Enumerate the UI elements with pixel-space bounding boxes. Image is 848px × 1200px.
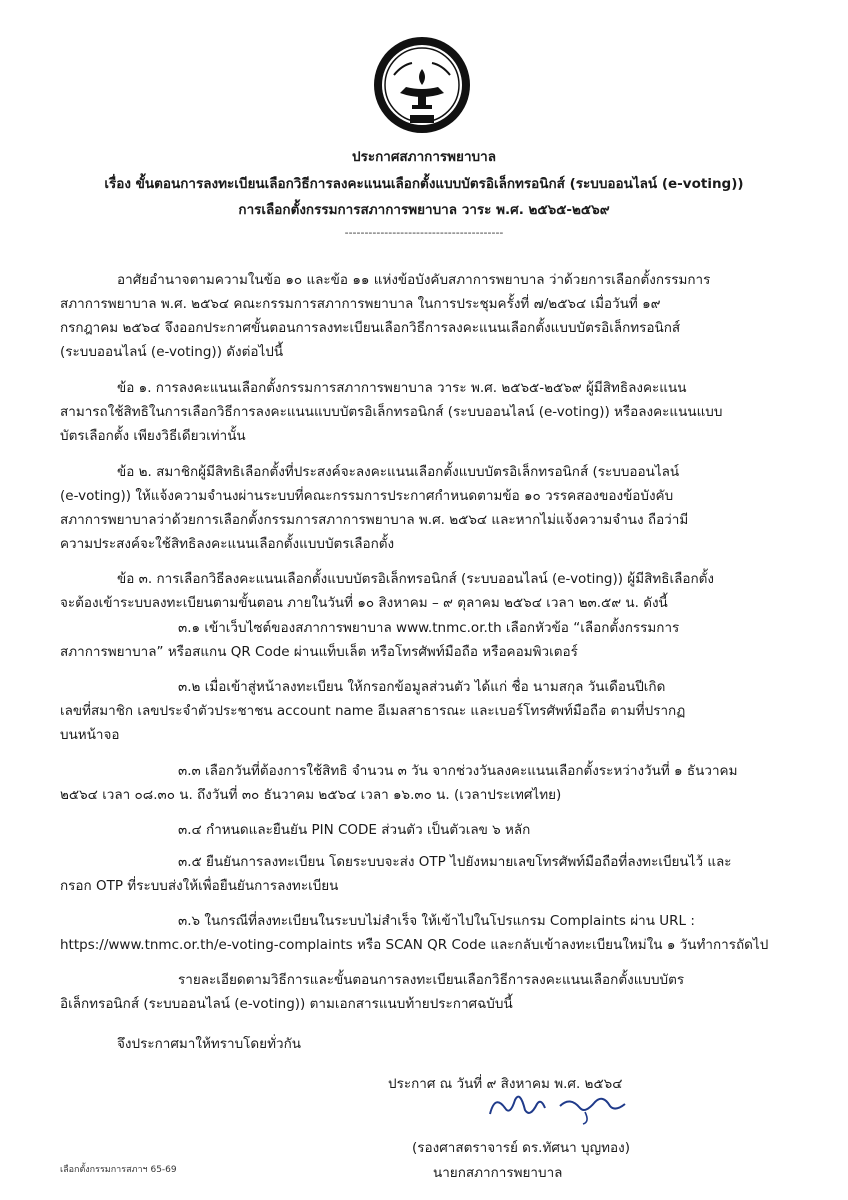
header-divider: ---------------------------------------- <box>344 226 504 239</box>
step31-line-2: สภาการพยาบาล” หรือสแกน QR Code ผ่านแท็บเล็ต หรือโทรศัพท์มือถือ หรือคอมพิวเตอร์ <box>60 644 578 660</box>
step35-line-2: กรอก OTP ที่ระบบส่งให้เพื่อยืนยันการลงทะเบียน <box>60 878 339 894</box>
step36-line-2: https://www.tnmc.or.th/e-voting-complaints หรือ SCAN QR Code และกลับเข้าลงทะเบียนใหม่ใน ๑ วันทำการถัดไป <box>60 937 769 953</box>
clause2-line-3: สภาการพยาบาลว่าด้วยการเลือกตั้งกรรมการสภาการพยาบาล พ.ศ. ๒๕๖๔ และหากไม่แจ้งความจำนง ถือว่ามี <box>60 512 689 528</box>
step32-line-2: เลขที่สมาชิก เลขประจำตัวประชาชน account name อีเมลสาธารณะ และเบอร์โทรศัพท์มือถือ ตามที่ปรากฏ <box>60 703 686 719</box>
signer-position: นายกสภาการพยาบาล <box>433 1165 563 1181</box>
details-line-1: รายละเอียดตามวิธีการและขั้นตอนการลงทะเบียนเลือกวิธีการลงคะแนนเลือกตั้งแบบบัตร <box>178 972 685 988</box>
clause1-line-2: สามารถใช้สิทธิในการเลือกวิธีการลงคะแนนแบบบัตรอิเล็กทรอนิกส์ (ระบบออนไลน์ (e-voting)) หรือลงคะแนนแบบ <box>60 404 723 420</box>
step35-line-1: ๓.๕ ยืนยันการลงทะเบียน โดยระบบจะส่ง OTP ไปยังหมายเลขโทรศัพท์มือถือที่ลงทะเบียนไว้ และ <box>178 854 732 870</box>
clause1-line-3: บัตรเลือกตั้ง เพียงวิธีเดียวเท่านั้น <box>60 428 246 444</box>
step34-line-1: ๓.๔ กำหนดและยืนยัน PIN CODE ส่วนตัว เป็นตัวเลข ๖ หลัก <box>178 822 531 838</box>
intro-line-1: อาศัยอำนาจตามความในข้อ ๑๐ และข้อ ๑๑ แห่งข้อบังคับสภาการพยาบาล ว่าด้วยการเลือกตั้งกรรมการ <box>117 272 711 288</box>
clause2-line-2: (e-voting)) ให้แจ้งความจำนงผ่านระบบที่คณะกรรมการประกาศกำหนดตามข้อ ๑๐ วรรคสองของข้อบังคับ <box>60 488 674 504</box>
signature-date: ประกาศ ณ วันที่ ๙ สิงหาคม พ.ศ. ๒๕๖๔ <box>388 1076 623 1092</box>
step33-line-1: ๓.๓ เลือกวันที่ต้องการใช้สิทธิ จำนวน ๓ วัน จากช่วงวันลงคะแนนเลือกตั้งระหว่างวันที่ ๑ ธันวาคม <box>178 763 738 779</box>
clause2-line-1: ข้อ ๒. สมาชิกผู้มีสิทธิเลือกตั้งที่ประสงค์จะลงคะแนนเลือกตั้งแบบบัตรอิเล็กทรอนิกส์ (ระบบออนไลน์ <box>117 464 680 480</box>
step32-line-3: บนหน้าจอ <box>60 727 120 743</box>
clause3-line-2: จะต้องเข้าระบบลงทะเบียนตามขั้นตอน ภายในวันที่ ๑๐ สิงหาคม – ๙ ตุลาคม ๒๕๖๔ เวลา ๒๓.๕๙ น. ดังนี้ <box>60 595 668 611</box>
announcement-subject-line2: การเลือกตั้งกรรมการสภาการพยาบาล วาระ พ.ศ. ๒๕๖๕-๒๕๖๙ <box>238 202 610 218</box>
signer-name: (รองศาสตราจารย์ ดร.ทัศนา บุญทอง) <box>412 1140 630 1156</box>
nursing-council-logo-icon <box>372 35 472 135</box>
announcement-subject: เรื่อง ขั้นตอนการลงทะเบียนเลือกวิธีการลงคะแนนเลือกตั้งแบบบัตรอิเล็กทรอนิกส์ (ระบบออนไลน์ (e-voting)) <box>104 176 744 192</box>
step32-line-1: ๓.๒ เมื่อเข้าสู่หน้าลงทะเบียน ให้กรอกข้อมูลส่วนตัว ได้แก่ ชื่อ นามสกุล วันเดือนปีเกิด <box>178 679 666 695</box>
document-reference: เลือกตั้งกรรมการสภาฯ 65-69 <box>60 1165 177 1175</box>
intro-line-2: สภาการพยาบาล พ.ศ. ๒๕๖๔ คณะกรรมการสภาการพยาบาล ในการประชุมครั้งที่ ๗/๒๕๖๔ เมื่อวันที่ ๑๙ <box>60 296 661 312</box>
closing-line: จึงประกาศมาให้ทราบโดยทั่วกัน <box>117 1036 301 1052</box>
step33-line-2: ๒๕๖๔ เวลา ๐๘.๓๐ น. ถึงวันที่ ๓๐ ธันวาคม ๒๕๖๔ เวลา ๑๖.๓๐ น. (เวลาประเทศไทย) <box>60 787 562 803</box>
handwritten-signature-icon <box>485 1086 635 1126</box>
announcement-title: ประกาศสภาการพยาบาล <box>352 149 496 165</box>
step36-line-1: ๓.๖ ในกรณีที่ลงทะเบียนในระบบไม่สำเร็จ ให้เข้าไปในโปรแกรม Complaints ผ่าน URL : <box>178 913 695 929</box>
intro-line-3: กรกฎาคม ๒๕๖๔ จึงออกประกาศขั้นตอนการลงทะเบียนเลือกวิธีการลงคะแนนเลือกตั้งแบบบัตรอิเล็กทรอนิกส์ <box>60 320 681 336</box>
intro-line-4: (ระบบออนไลน์ (e-voting)) ดังต่อไปนี้ <box>60 344 284 360</box>
step31-line-1: ๓.๑ เข้าเว็บไซต์ของสภาการพยาบาล www.tnmc.or.th เลือกหัวข้อ “เลือกตั้งกรรมการ <box>178 620 680 636</box>
clause1-line-1: ข้อ ๑. การลงคะแนนเลือกตั้งกรรมการสภาการพยาบาล วาระ พ.ศ. ๒๕๖๕-๒๕๖๙ ผู้มีสิทธิลงคะแนน <box>117 380 687 396</box>
details-line-2: อิเล็กทรอนิกส์ (ระบบออนไลน์ (e-voting)) ตามเอกสารแนบท้ายประกาศฉบับนี้ <box>60 996 513 1012</box>
clause3-line-1: ข้อ ๓. การเลือกวิธีลงคะแนนเลือกตั้งแบบบัตรอิเล็กทรอนิกส์ (ระบบออนไลน์ (e-voting)) ผู้มีสิทธิเลือกตั้ง <box>117 571 715 587</box>
clause2-line-4: ความประสงค์จะใช้สิทธิลงคะแนนเลือกตั้งแบบบัตรเลือกตั้ง <box>60 536 395 552</box>
